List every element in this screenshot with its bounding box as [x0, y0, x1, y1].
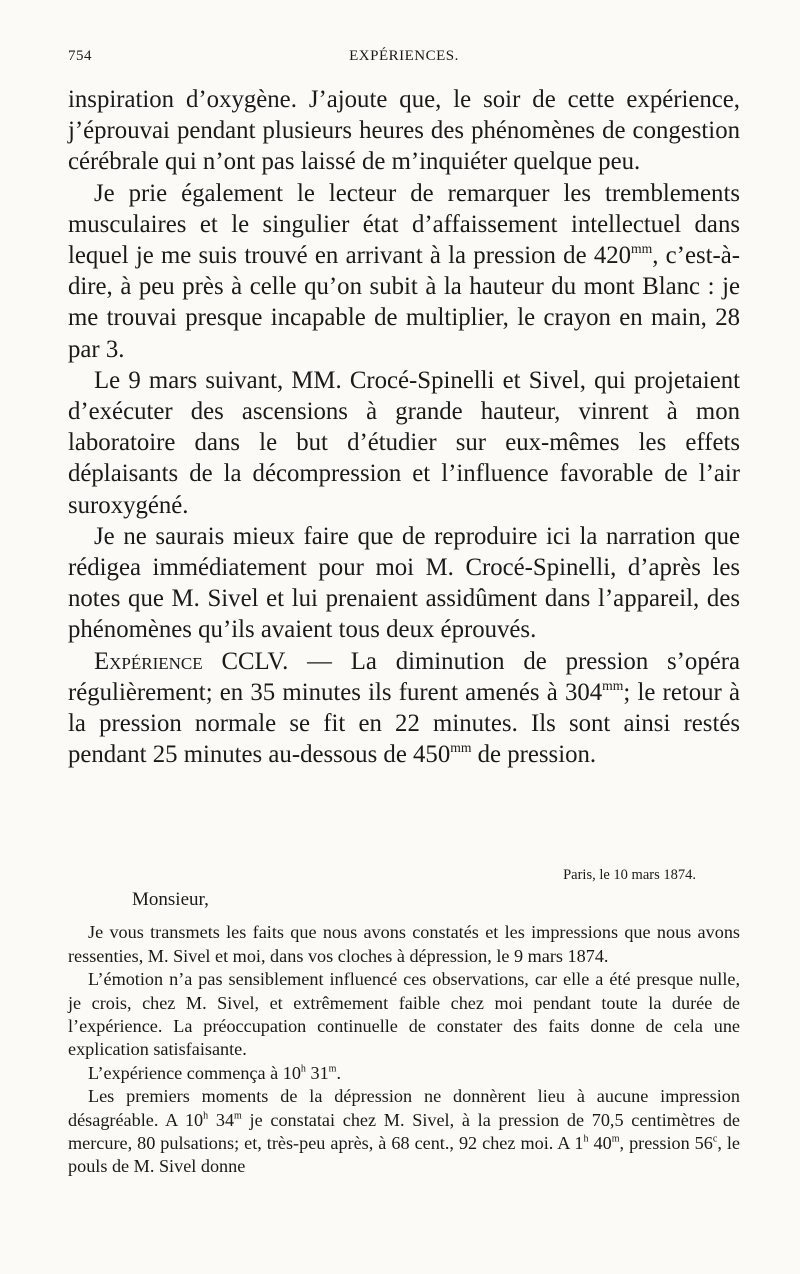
letter-paragraph-4-text-d: 40 — [588, 1133, 612, 1154]
paragraph-5-text-c: de pression. — [471, 741, 597, 769]
letter-paragraph-4 — [68, 1085, 740, 1179]
running-title: EXPÉRIENCES. — [349, 48, 459, 64]
minute-superscript: m — [328, 1063, 337, 1075]
paragraph-5-text-a: — La diminution de pression s’opéra régulièrement; en 35 minutes ils furent amenés à 304 — [68, 647, 740, 706]
letter-paragraph-1: Je vous transmets les faits que nous avons constatés et les impressions que nous avons ressenties, M. Sivel et moi, dans vos cloches à dépression, le 9 mars 1874. — [68, 922, 740, 966]
paragraph-5-text-b: ; le retour à la pression normale se fit en 22 minutes. Ils sont ainsi restés pendant 25 minutes au-dessous de 450 — [68, 678, 740, 769]
paragraph-5 — [68, 646, 740, 771]
paragraph-1: inspiration d’oxygène. J’ajoute que, le soir de cette expérience, j’éprouvai pendant plusieurs heures des phénomènes de congestion cérébrale qui n’ont pas laissé de m’inquiéter quelque peu. — [68, 86, 740, 176]
minute-superscript: m — [234, 1110, 242, 1122]
hour-superscript: h — [300, 1063, 306, 1075]
main-text — [68, 84, 740, 770]
letter-paragraph-3-text-c: . — [336, 1062, 341, 1083]
letter-paragraph-4-text-e: , pression 56 — [619, 1133, 713, 1154]
paragraph-2 — [68, 178, 740, 365]
quoted-letter — [68, 864, 740, 1179]
letter-paragraph-4-text-f: , le pouls de M. Sivel donne — [68, 1133, 741, 1177]
letter-paragraph-4-text-c: je constatai chez M. Sivel, à la pression de 70,5 centimètres de mercure, 80 pulsations; et, très-peu après, à 68 cent., 92 chez moi. A 1 — [68, 1109, 740, 1154]
letter-paragraph-4-text-a: Les premiers moments de la dépression ne donnèrent lieu à aucune impression désagréable. A 10 — [68, 1086, 740, 1130]
paragraph-3: Le 9 mars suivant, MM. Crocé-Spinelli et Sivel, qui projetaient d’exécuter des ascensions à grande hauteur, vinrent à mon laboratoire dans le but d’étudier sur eux-mêmes les effets déplaisants de la décompression et l’influence favorable de l’air suroxygéné. — [68, 366, 740, 519]
experiment-label: Expérience CCLV. — [94, 647, 289, 675]
letter-dateline: Paris, le 10 mars 1874. — [563, 867, 696, 883]
unit-superscript: mm — [450, 740, 472, 756]
letter-salutation: Monsieur, — [132, 889, 209, 910]
letter-paragraph-4-text-b: 34 — [208, 1109, 235, 1130]
letter-paragraph-2: L’émotion n’a pas sensiblement influencé ces observations, car elle a été presque nulle, je crois, chez M. Sivel, et extrêmement faible chez moi pendant toute la durée de l’expérience. La préoccupation continuelle de constater des faits donne de cela une explication satisfaisante. — [68, 969, 740, 1060]
unit-superscript: mm — [631, 240, 653, 256]
page-number: 754 — [68, 48, 92, 64]
letter-paragraph-3-text-a: L’expérience commença à 10 — [88, 1062, 301, 1083]
hour-superscript: h — [583, 1133, 589, 1145]
running-header — [68, 44, 740, 74]
letter-paragraph-3 — [68, 1062, 740, 1085]
unit-superscript: mm — [602, 677, 624, 693]
paragraph-2-text-b: , c’est-à-dire, à peu près à celle qu’on subit à la hauteur du mont Blanc : je me trouvai presque incapable de multiplier, le crayon en main, 28 par 3. — [68, 242, 741, 363]
centimetre-superscript: c — [712, 1133, 718, 1145]
paragraph-2-text-a: Je prie également le lecteur de remarquer les tremblements musculaires et le singulier état d’affaissement intellectuel dans lequel je me suis trouvé en arrivant à la pression de 420 — [68, 179, 740, 270]
minute-superscript: m — [611, 1133, 620, 1145]
letter-paragraph-3-text-b: 31 — [305, 1062, 329, 1083]
paragraph-4: Je ne saurais mieux faire que de reproduire ici la narration que rédigea immédiatement pour moi M. Crocé-Spinelli, d’après les notes que M. Sivel et lui prenaient assidûment dans l’appareil, des phénomènes qu’ils avaient tous deux éprouvés. — [68, 522, 740, 644]
hour-superscript: h — [203, 1110, 209, 1122]
